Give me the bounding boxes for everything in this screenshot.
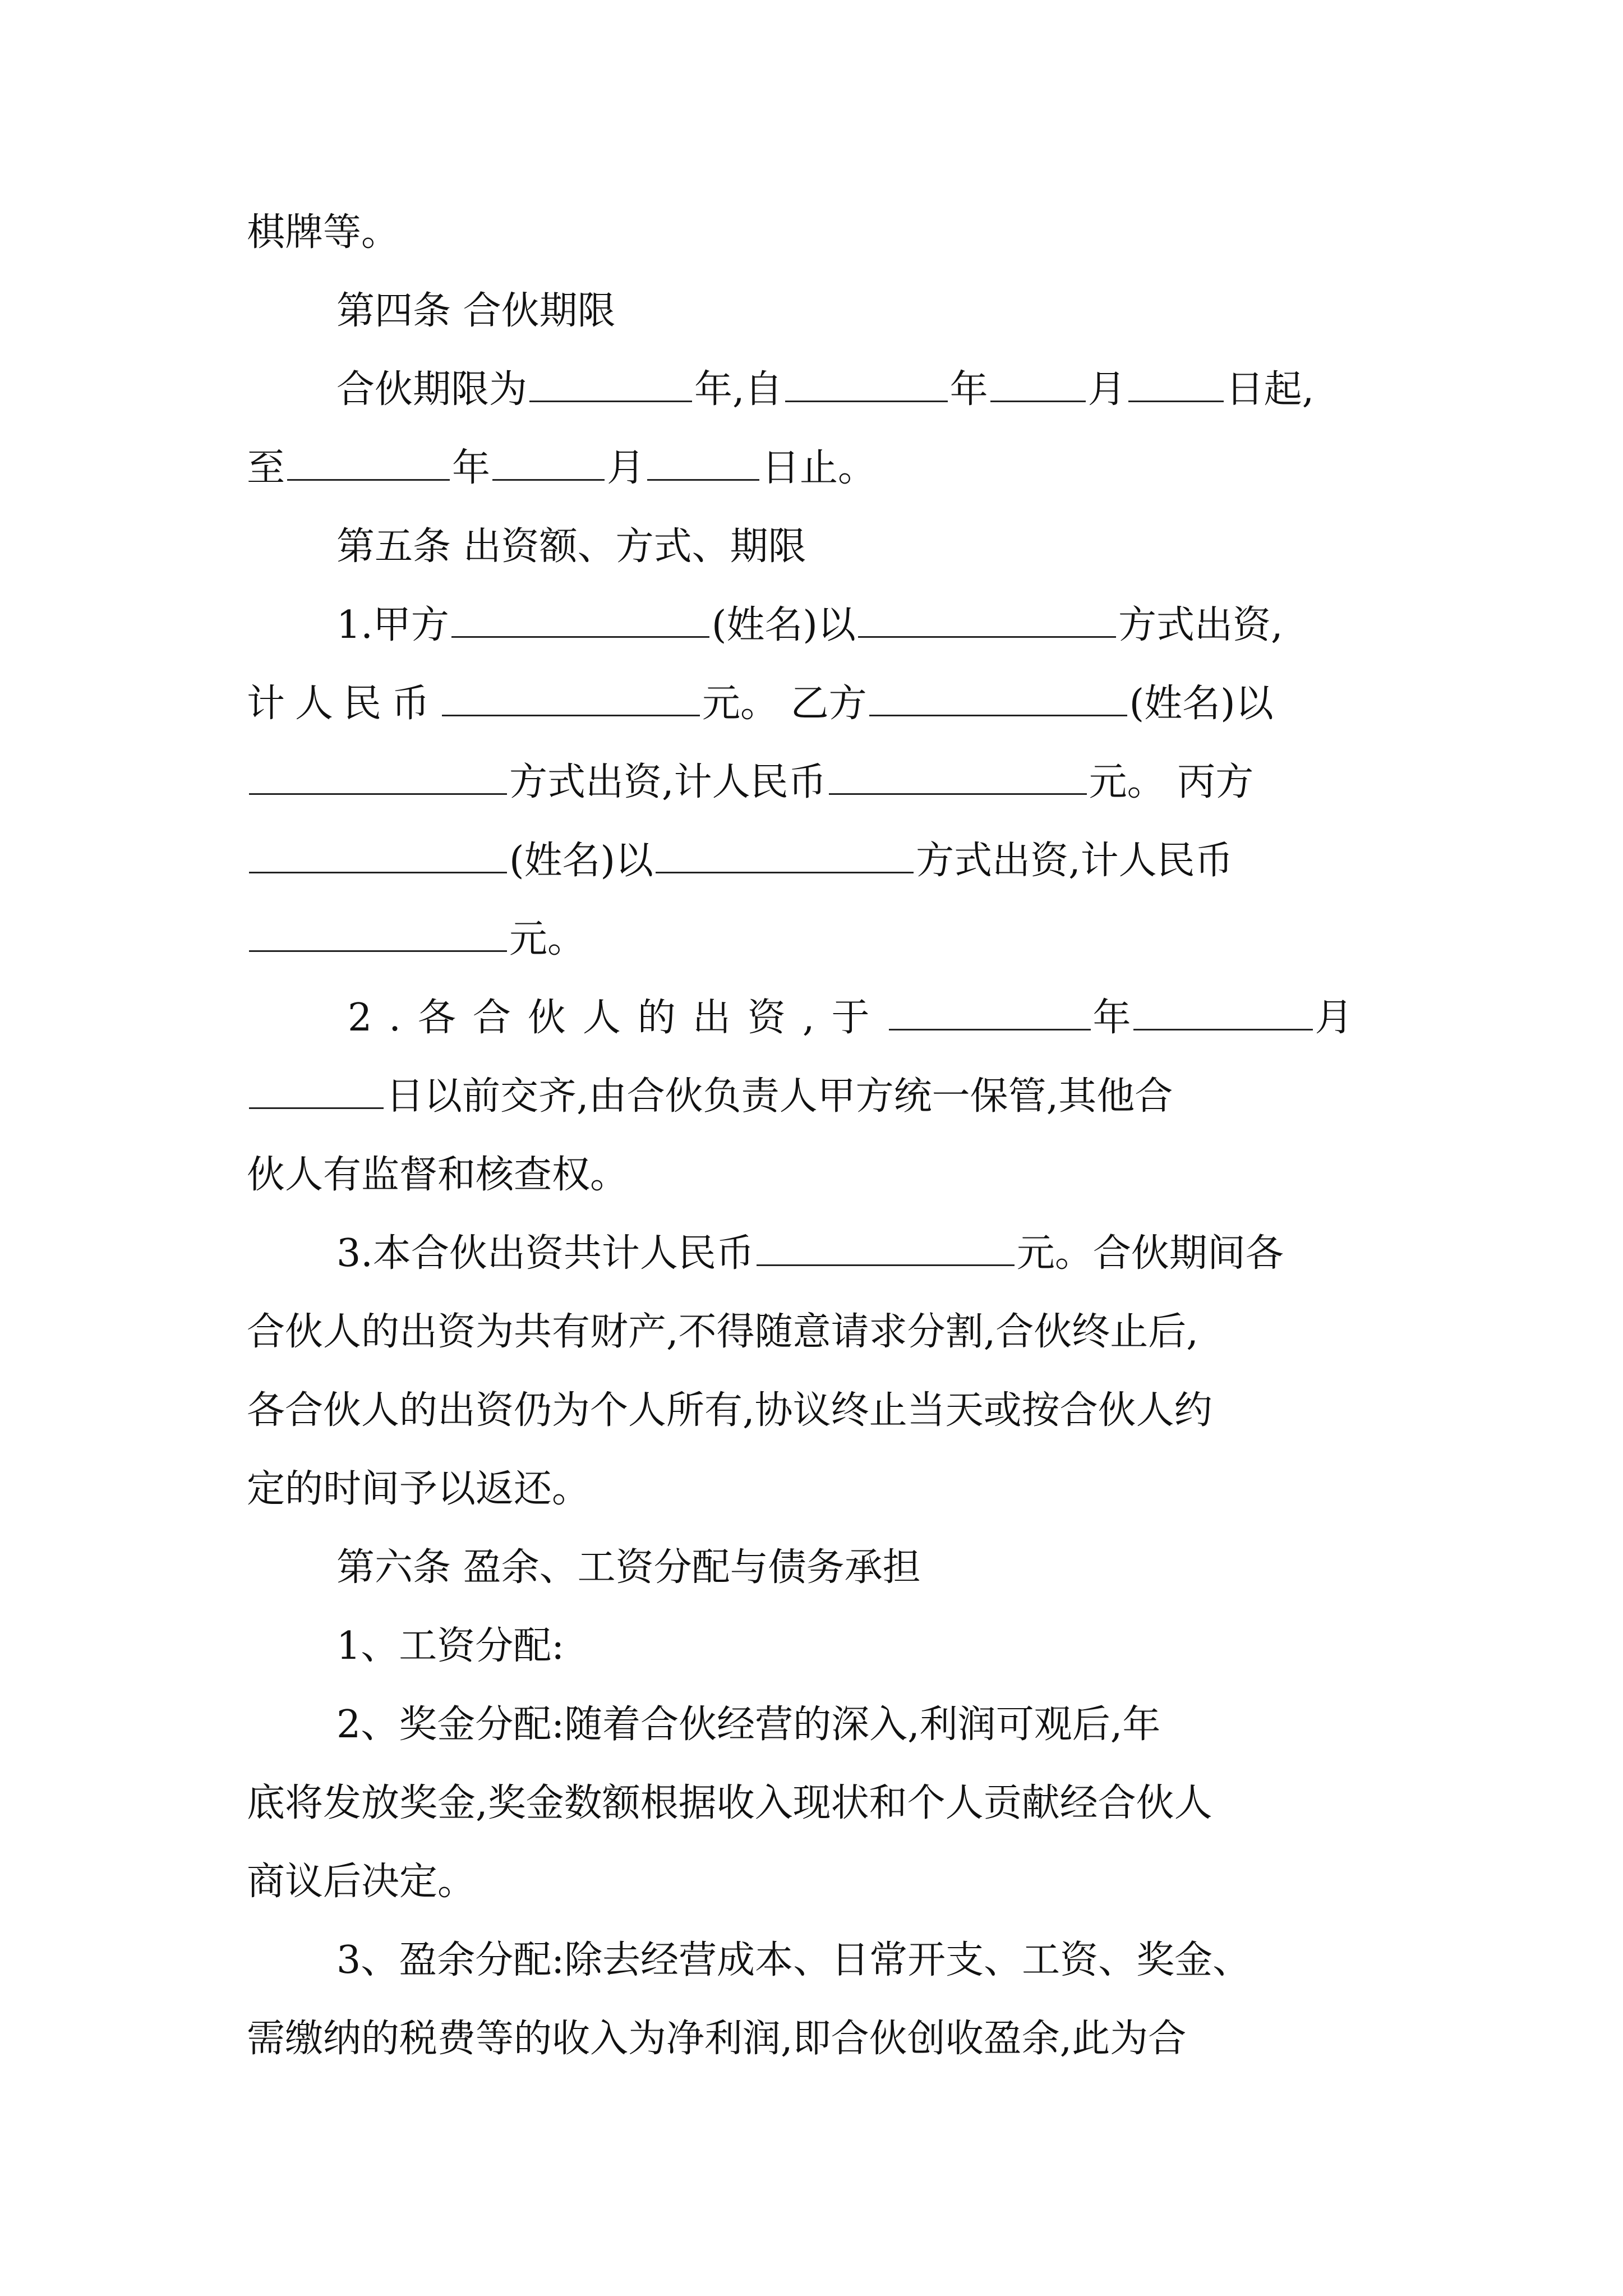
text-line <box>247 909 1408 970</box>
text-line <box>247 673 1408 735</box>
text-segment: 日起, <box>1225 367 1315 412</box>
text-segment: 需缴纳的税费等的收入为净利润,即合伙创收盈余,此为合 <box>247 2017 1187 2061</box>
blank-field[interactable] <box>858 601 1116 638</box>
text-segment: 月 <box>1087 367 1126 412</box>
blank-field[interactable] <box>442 680 700 716</box>
text-segment: (姓名)以 <box>711 603 856 647</box>
text-segment: 月 <box>607 446 645 490</box>
text-segment: 元。 丙方 <box>1089 760 1254 804</box>
text-segment: 方式出资,计人民币 <box>509 760 827 804</box>
text-segment: 日止。 <box>762 446 877 490</box>
text-line <box>336 1694 1497 1756</box>
blank-field[interactable] <box>869 680 1127 716</box>
blank-field[interactable] <box>451 601 709 638</box>
text-line <box>247 438 1408 499</box>
text-line <box>247 1851 1408 1913</box>
blank-field[interactable] <box>829 758 1087 795</box>
blank-field[interactable] <box>249 915 507 952</box>
blank-field[interactable] <box>990 366 1086 402</box>
text-line <box>247 752 1408 813</box>
text-segment: 年,自 <box>694 367 783 412</box>
text-segment: 伙人有监督和核查权。 <box>247 1153 629 1197</box>
text-segment: 方式出资, <box>1118 603 1283 647</box>
blank-field[interactable] <box>757 1230 1015 1266</box>
text-segment: 2.各合伙人的出资,于 <box>348 996 887 1040</box>
text-segment: 年 <box>949 367 988 412</box>
blank-field[interactable] <box>287 444 450 481</box>
blank-field[interactable] <box>492 444 605 481</box>
article-4-title: 第四条 合伙期限 <box>336 289 616 333</box>
text-segment: 方式出资,计人民币 <box>916 839 1233 883</box>
blank-field[interactable] <box>249 758 507 795</box>
blank-field[interactable] <box>647 444 759 481</box>
text-segment: (姓名)以 <box>1129 682 1274 726</box>
blank-field[interactable] <box>1133 994 1313 1030</box>
text-segment: 底将发放奖金,奖金数额根据收入现状和个人贡献经合伙人 <box>247 1781 1212 1825</box>
text-segment: 合伙人的出资为共有财产,不得随意请求分割,合伙终止后, <box>247 1310 1198 1354</box>
text-line <box>247 1066 1408 1128</box>
text-segment: 定的时间予以返还。 <box>247 1467 591 1511</box>
text-segment: 计人民币 <box>247 682 440 726</box>
blank-field[interactable] <box>785 366 948 402</box>
text-line <box>247 202 1408 264</box>
text-segment: 合伙期限为 <box>336 367 528 412</box>
blank-field[interactable] <box>1128 366 1224 402</box>
text-line <box>247 1301 1408 1363</box>
text-segment: 商议后决定。 <box>247 1860 476 1904</box>
text-segment: 元。 乙方 <box>702 682 867 726</box>
text-segment: 年 <box>1092 996 1131 1040</box>
text-segment: 元。 <box>509 917 586 961</box>
text-line <box>336 1616 1497 1677</box>
text-line <box>247 1144 1408 1206</box>
text-line <box>336 359 1497 421</box>
text-segment: 各合伙人的出资仍为个人所有,协议终止当天或按合伙人约 <box>247 1388 1212 1433</box>
text-segment: 年 <box>452 446 491 490</box>
text-segment: 3.本合伙出资共计人民币 <box>336 1231 754 1276</box>
text-line <box>336 1930 1497 1991</box>
text-segment: 1.甲方 <box>336 603 449 647</box>
text-line <box>247 1458 1408 1520</box>
text-segment: 棋牌等。 <box>247 210 400 255</box>
article-6-title: 第六条 盈余、工资分配与债务承担 <box>336 1545 921 1590</box>
text-line <box>247 2008 1408 2070</box>
article-heading <box>336 280 1497 342</box>
text-segment: (姓名)以 <box>509 839 654 883</box>
blank-field[interactable] <box>889 994 1091 1030</box>
text-line <box>247 830 1408 892</box>
text-segment: 至 <box>247 446 285 490</box>
blank-field[interactable] <box>249 837 507 873</box>
text-segment: 日以前交齐,由合伙负责人甲方统一保管,其他合 <box>386 1074 1173 1119</box>
text-segment: 3、盈余分配:除去经营成本、日常开支、工资、奖金、 <box>336 1938 1251 1982</box>
text-segment: 1、工资分配: <box>336 1624 565 1668</box>
text-line <box>247 1773 1408 1834</box>
text-segment: 月 <box>1315 996 1353 1040</box>
blank-field[interactable] <box>656 837 914 873</box>
article-heading <box>336 1537 1497 1599</box>
text-line <box>336 1223 1497 1285</box>
text-line <box>247 1380 1408 1442</box>
text-segment: 元。合伙期间各 <box>1016 1231 1284 1276</box>
text-line <box>348 987 1509 1049</box>
text-segment: 2、奖金分配:随着合伙经营的深入,利润可观后,年 <box>336 1703 1161 1747</box>
article-5-title: 第五条 出资额、方式、期限 <box>336 524 806 569</box>
blank-field[interactable] <box>249 1073 384 1109</box>
text-line <box>336 595 1497 656</box>
article-heading <box>336 516 1497 578</box>
blank-field[interactable] <box>529 366 692 402</box>
